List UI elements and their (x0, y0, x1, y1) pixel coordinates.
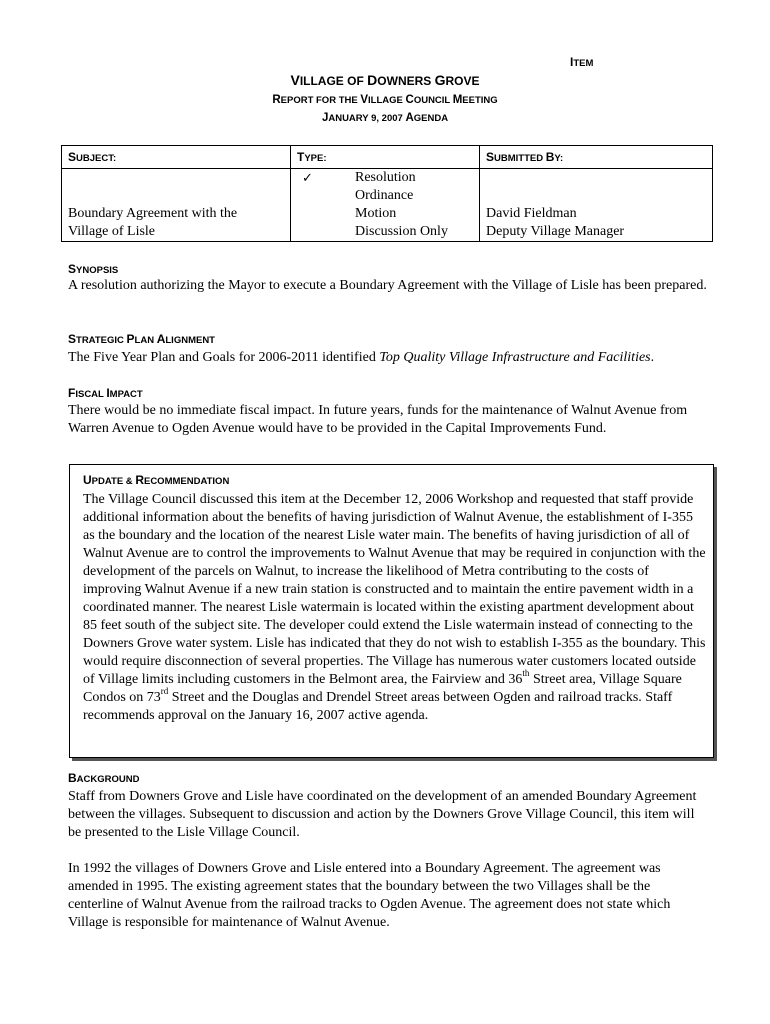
background-paragraph-2: In 1992 the villages of Downers Grove and Lisle entered into a Boundary Agreement. The agreement was amended in 1995. The existing agreement states that the boundary between the two Villages shall be the centerline of Walnut Avenue from the railroad tracks to Ogden Avenue. The agreement does not state which Village is responsible for maintenance of Walnut Avenue. (68, 861, 671, 930)
fiscal-text: There would be no immediate fiscal impact. In future years, funds for the maintenance of Walnut Avenue from Warren Avenue to Ogden Avenue would have to be provided in the Capital Improvements Fund. (68, 403, 688, 436)
submitter-name: David Fieldman (486, 206, 577, 221)
type-option-resolution: Resolution (355, 170, 416, 185)
subject-cell (62, 169, 291, 242)
type-option-motion: Motion (355, 206, 397, 221)
type-option-ordinance: Ordinance (355, 188, 414, 203)
synopsis-heading: SYNOPSIS (68, 262, 119, 276)
strategic-text: The Five Year Plan and Goals for 2006-2011 identified Top Quality Village Infrastructure and Facilities. (68, 350, 655, 365)
type-option-discussion-only: Discussion Only (355, 224, 448, 239)
submitted-by-cell (480, 169, 713, 242)
type-header: TYPE: (291, 146, 480, 169)
checkmark-icon: ✓ (302, 171, 313, 186)
synopsis-text: A resolution authorizing the Mayor to execute a Boundary Agreement with the Village of Lisle has been prepared. (68, 278, 707, 293)
fiscal-heading: FISCAL IMPACT (68, 386, 143, 400)
submitted-by-header: SUBMITTED BY: (480, 146, 713, 169)
background-paragraph-1: Staff from Downers Grove and Lisle have coordinated on the development of an amended Boundary Agreement between the villages. Subsequent to discussion and action by the Downers Grove Village Council, this item will be presented to the Lisle Village Council. (68, 789, 697, 840)
subject-header: SUBJECT: (62, 146, 291, 169)
agenda-date: JANUARY 9, 2007 AGENDA (321, 112, 449, 124)
report-subtitle: REPORT FOR THE VILLAGE COUNCIL MEETING (272, 94, 498, 106)
strategic-goal: Top Quality Village Infrastructure and Facilities (379, 350, 651, 365)
update-recommendation-box (69, 464, 714, 758)
background-heading: BACKGROUND (68, 771, 140, 785)
document-title: VILLAGE OF DOWNERS GROVE (290, 72, 480, 88)
strategic-heading: STRATEGIC PLAN ALIGNMENT (68, 332, 215, 346)
subject-line: Boundary Agreement with the (68, 206, 238, 221)
subject-line: Village of Lisle (68, 224, 156, 239)
update-heading: UPDATE & RECOMMENDATION (83, 473, 230, 487)
submitter-title: Deputy Village Manager (486, 224, 625, 239)
type-cell (291, 169, 480, 242)
info-table (61, 145, 713, 242)
item-label: ITEM (570, 55, 594, 69)
update-text: The Village Council discussed this item at the December 12, 2006 Workshop and requested that staff provide additional information about the benefits of having jurisdiction of Walnut Avenue, the establishment of I-355 as the boundary and the location of the nearest Lisle water main. The benefits of having jurisdiction of all of Walnut Avenue are to control the improvements to Walnut Avenue that may be required in conjunction with the development of the parcels on Walnut, to increase the likelihood of Metra contributing to the costs of improving Walnut Avenue if a new train station is constructed and to maintain the entire pavement width in a coordinated manner. The nearest Lisle watermain is located within the existing apartment development about 85 feet south of the subject site. The developer could extend the Lisle watermain instead of connecting to the Downers Grove water system. Lisle has indicated that they do not wish to establish I-355 as the boundary. This would require disconnection of several properties. The Village has numerous water customers located outside of Village limits including customers in the Belmont area, the Fairview and 36th Street area, Village Square Condos on 73rd Street and the Douglas and Drendel Street areas between Ogden and railroad tracks. Staff recommends approval on the January 16, 2007 active agenda. (83, 492, 706, 723)
